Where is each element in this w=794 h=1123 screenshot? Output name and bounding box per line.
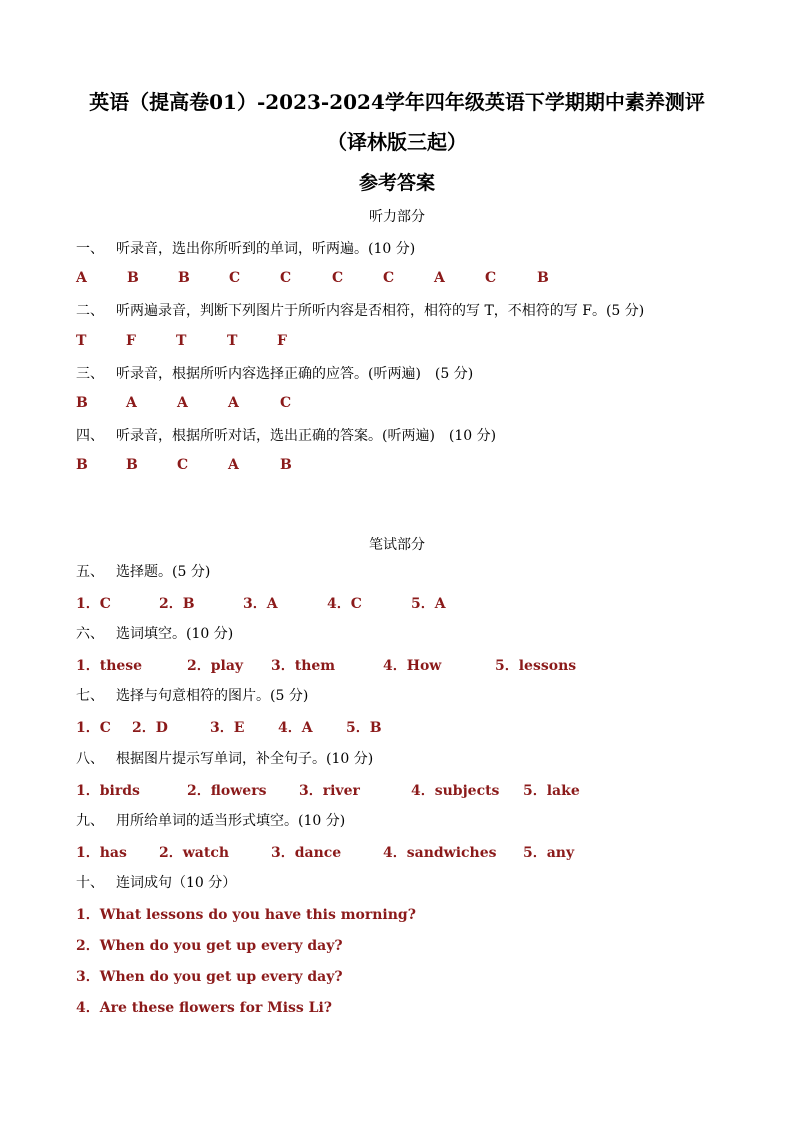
section-number: 十、 (76, 875, 104, 891)
answer-item: 4．subjects (411, 783, 500, 799)
section-instruction: 根据图片提示写单词，补全句子。(10 分) (116, 751, 374, 767)
answer-item: 4．C (327, 596, 362, 612)
answer-item: C (332, 270, 344, 286)
answer-item: A (434, 270, 445, 286)
answer-item: B (127, 270, 139, 286)
section-instruction: 听两遍录音，判断下列图片于所听内容是否相符，相符的写 T，不相符的写 F。(5 分) (116, 303, 645, 319)
answer-item: C (485, 270, 497, 286)
answer-item: 2．flowers (187, 783, 267, 799)
answer-item: 3．E (210, 720, 245, 736)
answer-item: 5．A (411, 596, 446, 612)
sentence-answer: 3．When do you get up every day? (76, 969, 343, 985)
answer-item: 1．C (76, 720, 111, 736)
section-instruction: 连词成句（10 分） (116, 875, 237, 891)
section-instruction: 选择题。(5 分) (116, 564, 211, 580)
section-5-heading (76, 561, 210, 581)
answer-item: 3．dance (271, 845, 342, 861)
answer-item: 5．lessons (495, 658, 577, 674)
answer-item: T (176, 333, 187, 349)
answer-item: A (126, 395, 137, 411)
section-3-heading (76, 363, 473, 383)
section-4-heading (76, 425, 496, 445)
answer-item: A (228, 457, 239, 473)
section-6-heading (76, 623, 233, 643)
section-instruction: 选词填空。(10 分) (116, 626, 234, 642)
answer-item: 2．D (132, 720, 168, 736)
sentence-answer: 4．Are these flowers for Miss Li? (76, 1000, 333, 1016)
answer-item: C (280, 395, 292, 411)
answer-item: A (76, 270, 87, 286)
section-instruction: 选择与句意相符的图片。(5 分) (116, 688, 309, 704)
writing-part-heading: 笔试部分 (369, 537, 425, 553)
answer-item: B (76, 395, 88, 411)
answer-item: 4．sandwiches (383, 845, 497, 861)
answer-item: 1．these (76, 658, 143, 674)
answer-item: B (280, 457, 292, 473)
section-number: 九、 (76, 813, 104, 829)
section-1-heading (76, 238, 415, 258)
answer-item: 5．lake (523, 783, 580, 799)
answer-item: C (177, 457, 189, 473)
answer-item: B (537, 270, 549, 286)
answer-item: 3．A (243, 596, 278, 612)
answer-item: F (277, 333, 287, 349)
answer-item: C (280, 270, 292, 286)
section-number: 一、 (76, 241, 104, 257)
answer-item: 2．B (159, 596, 195, 612)
sentence-answer: 2．When do you get up every day? (76, 938, 343, 954)
page-title: 英语（提高卷01）-2023-2024学年四年级英语下学期期中素养测评 (89, 90, 705, 114)
answer-item: 1．C (76, 596, 111, 612)
answer-item: 3．river (299, 783, 360, 799)
answer-item: F (126, 333, 136, 349)
listening-part-heading: 听力部分 (369, 209, 425, 225)
answer-item: 4．A (278, 720, 313, 736)
section-8-heading (76, 748, 373, 768)
answer-item: 3．them (271, 658, 336, 674)
answer-item: B (126, 457, 138, 473)
answer-item: 1．has (76, 845, 127, 861)
answer-item: T (76, 333, 87, 349)
answer-item: 1．birds (76, 783, 140, 799)
answer-item: C (229, 270, 241, 286)
section-number: 二、 (76, 303, 104, 319)
answer-item: 2．watch (159, 845, 230, 861)
answer-item: A (228, 395, 239, 411)
section-instruction: 用所给单词的适当形式填空。(10 分) (116, 813, 346, 829)
page-subtitle: 参考答案 (358, 172, 435, 194)
section-instruction: 听录音，选出你所听到的单词，听两遍。(10 分) (116, 241, 416, 257)
answer-item: T (227, 333, 238, 349)
section-7-heading (76, 685, 308, 705)
sentence-answer: 1．What lessons do you have this morning? (76, 907, 416, 923)
section-2-heading (76, 300, 644, 320)
section-9-heading (76, 810, 345, 830)
section-instruction: 听录音，根据所听对话，选出正确的答案。(听两遍) (10 分) (116, 428, 497, 444)
section-number: 七、 (76, 688, 104, 704)
section-instruction: 听录音，根据所听内容选择正确的应答。(听两遍) (5 分) (116, 366, 474, 382)
section-number: 六、 (76, 626, 104, 642)
section-number: 三、 (76, 366, 104, 382)
page-title-edition: （译林版三起） (327, 130, 467, 154)
section-number: 五、 (76, 564, 104, 580)
section-number: 八、 (76, 751, 104, 767)
section-number: 四、 (76, 428, 104, 444)
answer-item: B (76, 457, 88, 473)
section-10-heading (76, 872, 236, 892)
answer-item: B (178, 270, 190, 286)
answer-item: 5．B (346, 720, 382, 736)
answer-item: 4．How (383, 658, 442, 674)
answer-item: C (383, 270, 395, 286)
answer-item: 2．play (187, 658, 244, 674)
answer-item: 5．any (523, 845, 575, 861)
answer-item: A (177, 395, 188, 411)
